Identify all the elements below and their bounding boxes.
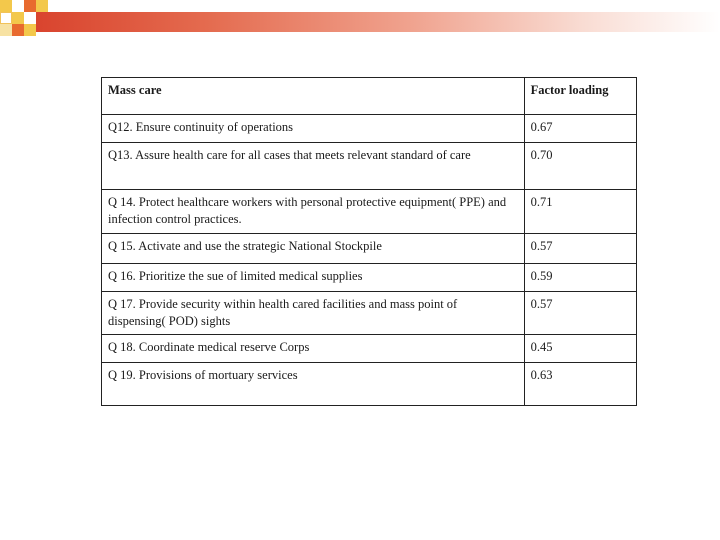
table-row <box>102 335 637 363</box>
loading-cell: 0.63 <box>524 363 636 406</box>
corner-square <box>0 12 12 24</box>
table-row <box>102 115 637 143</box>
table-row <box>102 143 637 190</box>
corner-square <box>0 24 12 36</box>
corner-square <box>24 24 36 36</box>
table-row <box>102 264 637 292</box>
corner-square <box>24 12 36 24</box>
item-cell: Q 19. Provisions of mortuary services <box>102 363 525 406</box>
corner-square <box>12 24 24 36</box>
header-item-cell: Mass care <box>102 78 525 115</box>
item-cell: Q13. Assure health care for all cases that meets relevant standard of care <box>102 143 525 190</box>
corner-square <box>12 12 24 24</box>
corner-square <box>24 0 36 12</box>
factor-loading-table <box>101 77 637 406</box>
corner-square <box>12 0 24 12</box>
decorative-header-bar <box>36 12 720 32</box>
corner-square <box>36 0 48 12</box>
loading-cell: 0.67 <box>524 115 636 143</box>
header-loading-cell: Factor loading <box>524 78 636 115</box>
item-cell: Q 16. Prioritize the sue of limited medical supplies <box>102 264 525 292</box>
item-cell: Q 17. Provide security within health cared facilities and mass point of dispensing( POD) sights <box>102 292 525 335</box>
table-row <box>102 234 637 264</box>
loading-cell: 0.70 <box>524 143 636 190</box>
loading-cell: 0.57 <box>524 234 636 264</box>
item-cell: Q 18. Coordinate medical reserve Corps <box>102 335 525 363</box>
table-row <box>102 190 637 234</box>
loading-cell: 0.71 <box>524 190 636 234</box>
table-row <box>102 292 637 335</box>
item-cell: Q 14. Protect healthcare workers with personal protective equipment( PPE) and infection control practices. <box>102 190 525 234</box>
item-cell: Q12. Ensure continuity of operations <box>102 115 525 143</box>
table-row <box>102 363 637 406</box>
corner-square <box>0 0 12 12</box>
loading-cell: 0.57 <box>524 292 636 335</box>
table-header-row <box>102 78 637 115</box>
loading-cell: 0.59 <box>524 264 636 292</box>
item-cell: Q 15. Activate and use the strategic National Stockpile <box>102 234 525 264</box>
loading-cell: 0.45 <box>524 335 636 363</box>
